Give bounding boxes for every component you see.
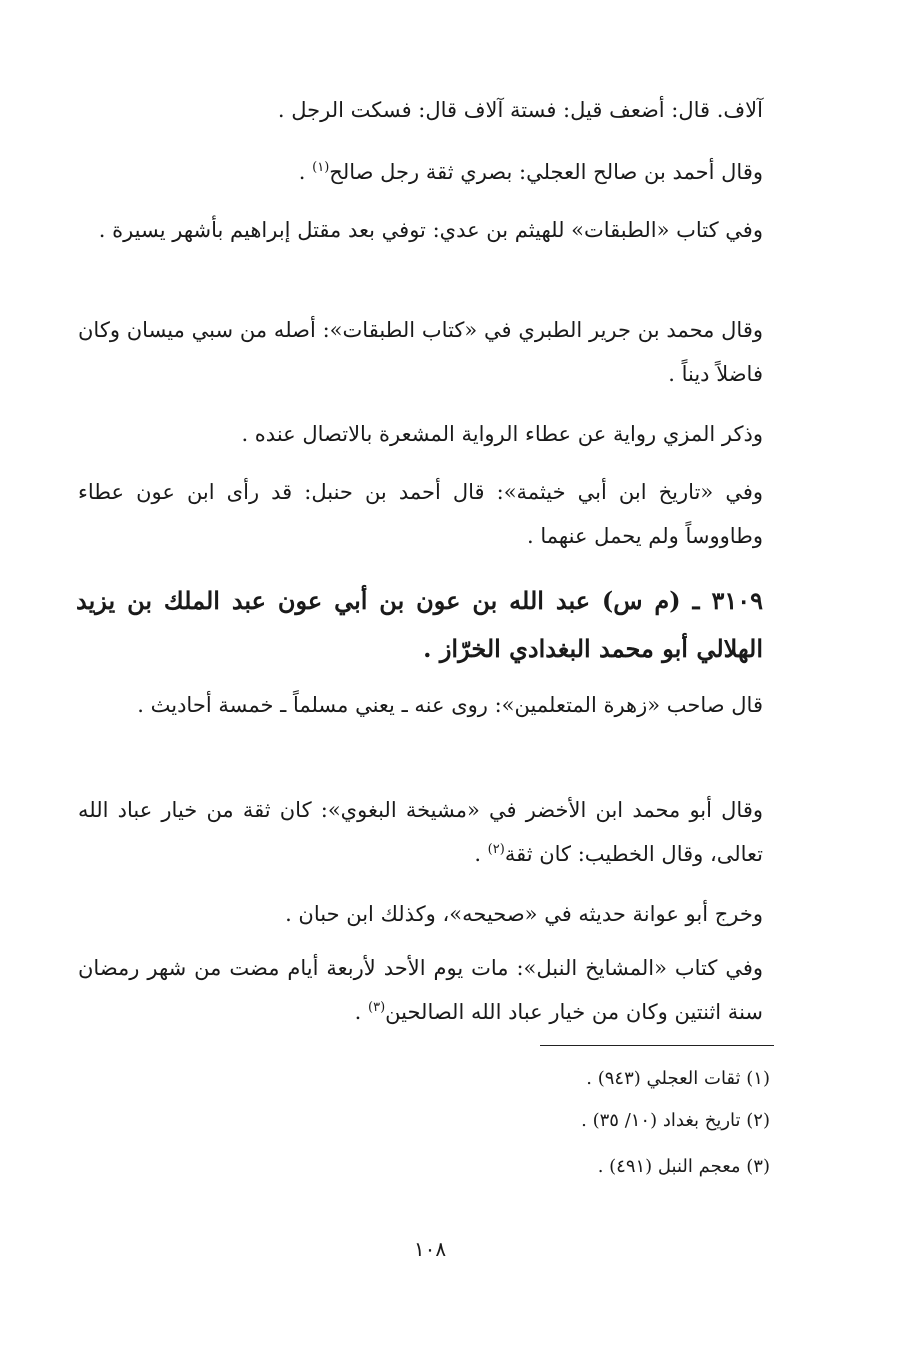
paragraph-text: وفي كتاب «المشايخ النبل»: مات يوم الأحد لأربعة أيام مضت من شهر رمضان سنة اثنتين وكان من خيار عباد الله الصالحين (78, 956, 763, 1024)
paragraph (78, 150, 763, 194)
footnote: (٢) تاريخ بغداد (١٠/ ٣٥) . (581, 1110, 770, 1131)
paragraph-text: آلاف. قال: أضعف قيل: فستة آلاف قال: فسكت الرجل . (277, 98, 763, 122)
paragraph (78, 88, 763, 132)
paragraph-text: وذكر المزي رواية عن عطاء الرواية المشعرة بالاتصال عنده . (241, 422, 763, 446)
paragraph (78, 788, 763, 876)
paragraph-text: وقال أبو محمد ابن الأخضر في «مشيخة البغوي»: كان ثقة من خيار عباد الله تعالى، وقال الخطيب: كان ثقة (78, 798, 763, 866)
page-number: ١٠٨ (413, 1237, 447, 1261)
paragraph (78, 308, 763, 396)
paragraph (78, 683, 763, 727)
paragraph-text: وخرج أبو عوانة حديثه في «صحيحه»، وكذلك ابن حبان . (285, 902, 763, 926)
footnote-marker[interactable]: (٢) (487, 842, 505, 857)
paragraph-text: وفي كتاب «الطبقات» للهيثم بن عدي: توفي بعد مقتل إبراهيم بأشهر يسيرة . (98, 218, 763, 242)
paragraph-text: وفي «تاريخ ابن أبي خيثمة»: قال أحمد بن حنبل: قد رأى ابن عون عطاء وطاووساً ولم يحمل عنهما . (78, 480, 763, 548)
paragraph (78, 892, 763, 936)
paragraph (78, 946, 763, 1034)
paragraph-tail: . (474, 842, 488, 866)
paragraph-text: وقال أحمد بن صالح العجلي: بصري ثقة رجل صالح (329, 160, 763, 184)
footnote-marker[interactable]: (٣) (368, 1000, 386, 1015)
paragraph-text: قال صاحب «زهرة المتعلمين»: روى عنه ـ يعني مسلماً ـ خمسة أحاديث . (137, 693, 763, 717)
footnote-marker[interactable]: (١) (312, 160, 330, 175)
footnote: (١) ثقات العجلي (٩٤٣) . (586, 1068, 770, 1089)
footnote-divider (540, 1045, 774, 1046)
paragraph-text: وقال محمد بن جرير الطبري في «كتاب الطبقات»: أصله من سبي ميسان وكان فاضلاً ديناً . (78, 318, 763, 386)
paragraph (78, 208, 763, 252)
paragraph (78, 412, 763, 456)
paragraph-tail: . (354, 1000, 369, 1024)
entry-heading: ٣١٠٩ ـ (م س) عبد الله بن عون بن أبي عون عبد الملك بن يزيد الهلالي أبو محمد البغدادي الخرّاز . (76, 586, 763, 663)
paragraph-tail: . (298, 160, 313, 184)
footnote: (٣) معجم النبل (٤٩١) . (597, 1156, 770, 1177)
paragraph (78, 470, 763, 558)
